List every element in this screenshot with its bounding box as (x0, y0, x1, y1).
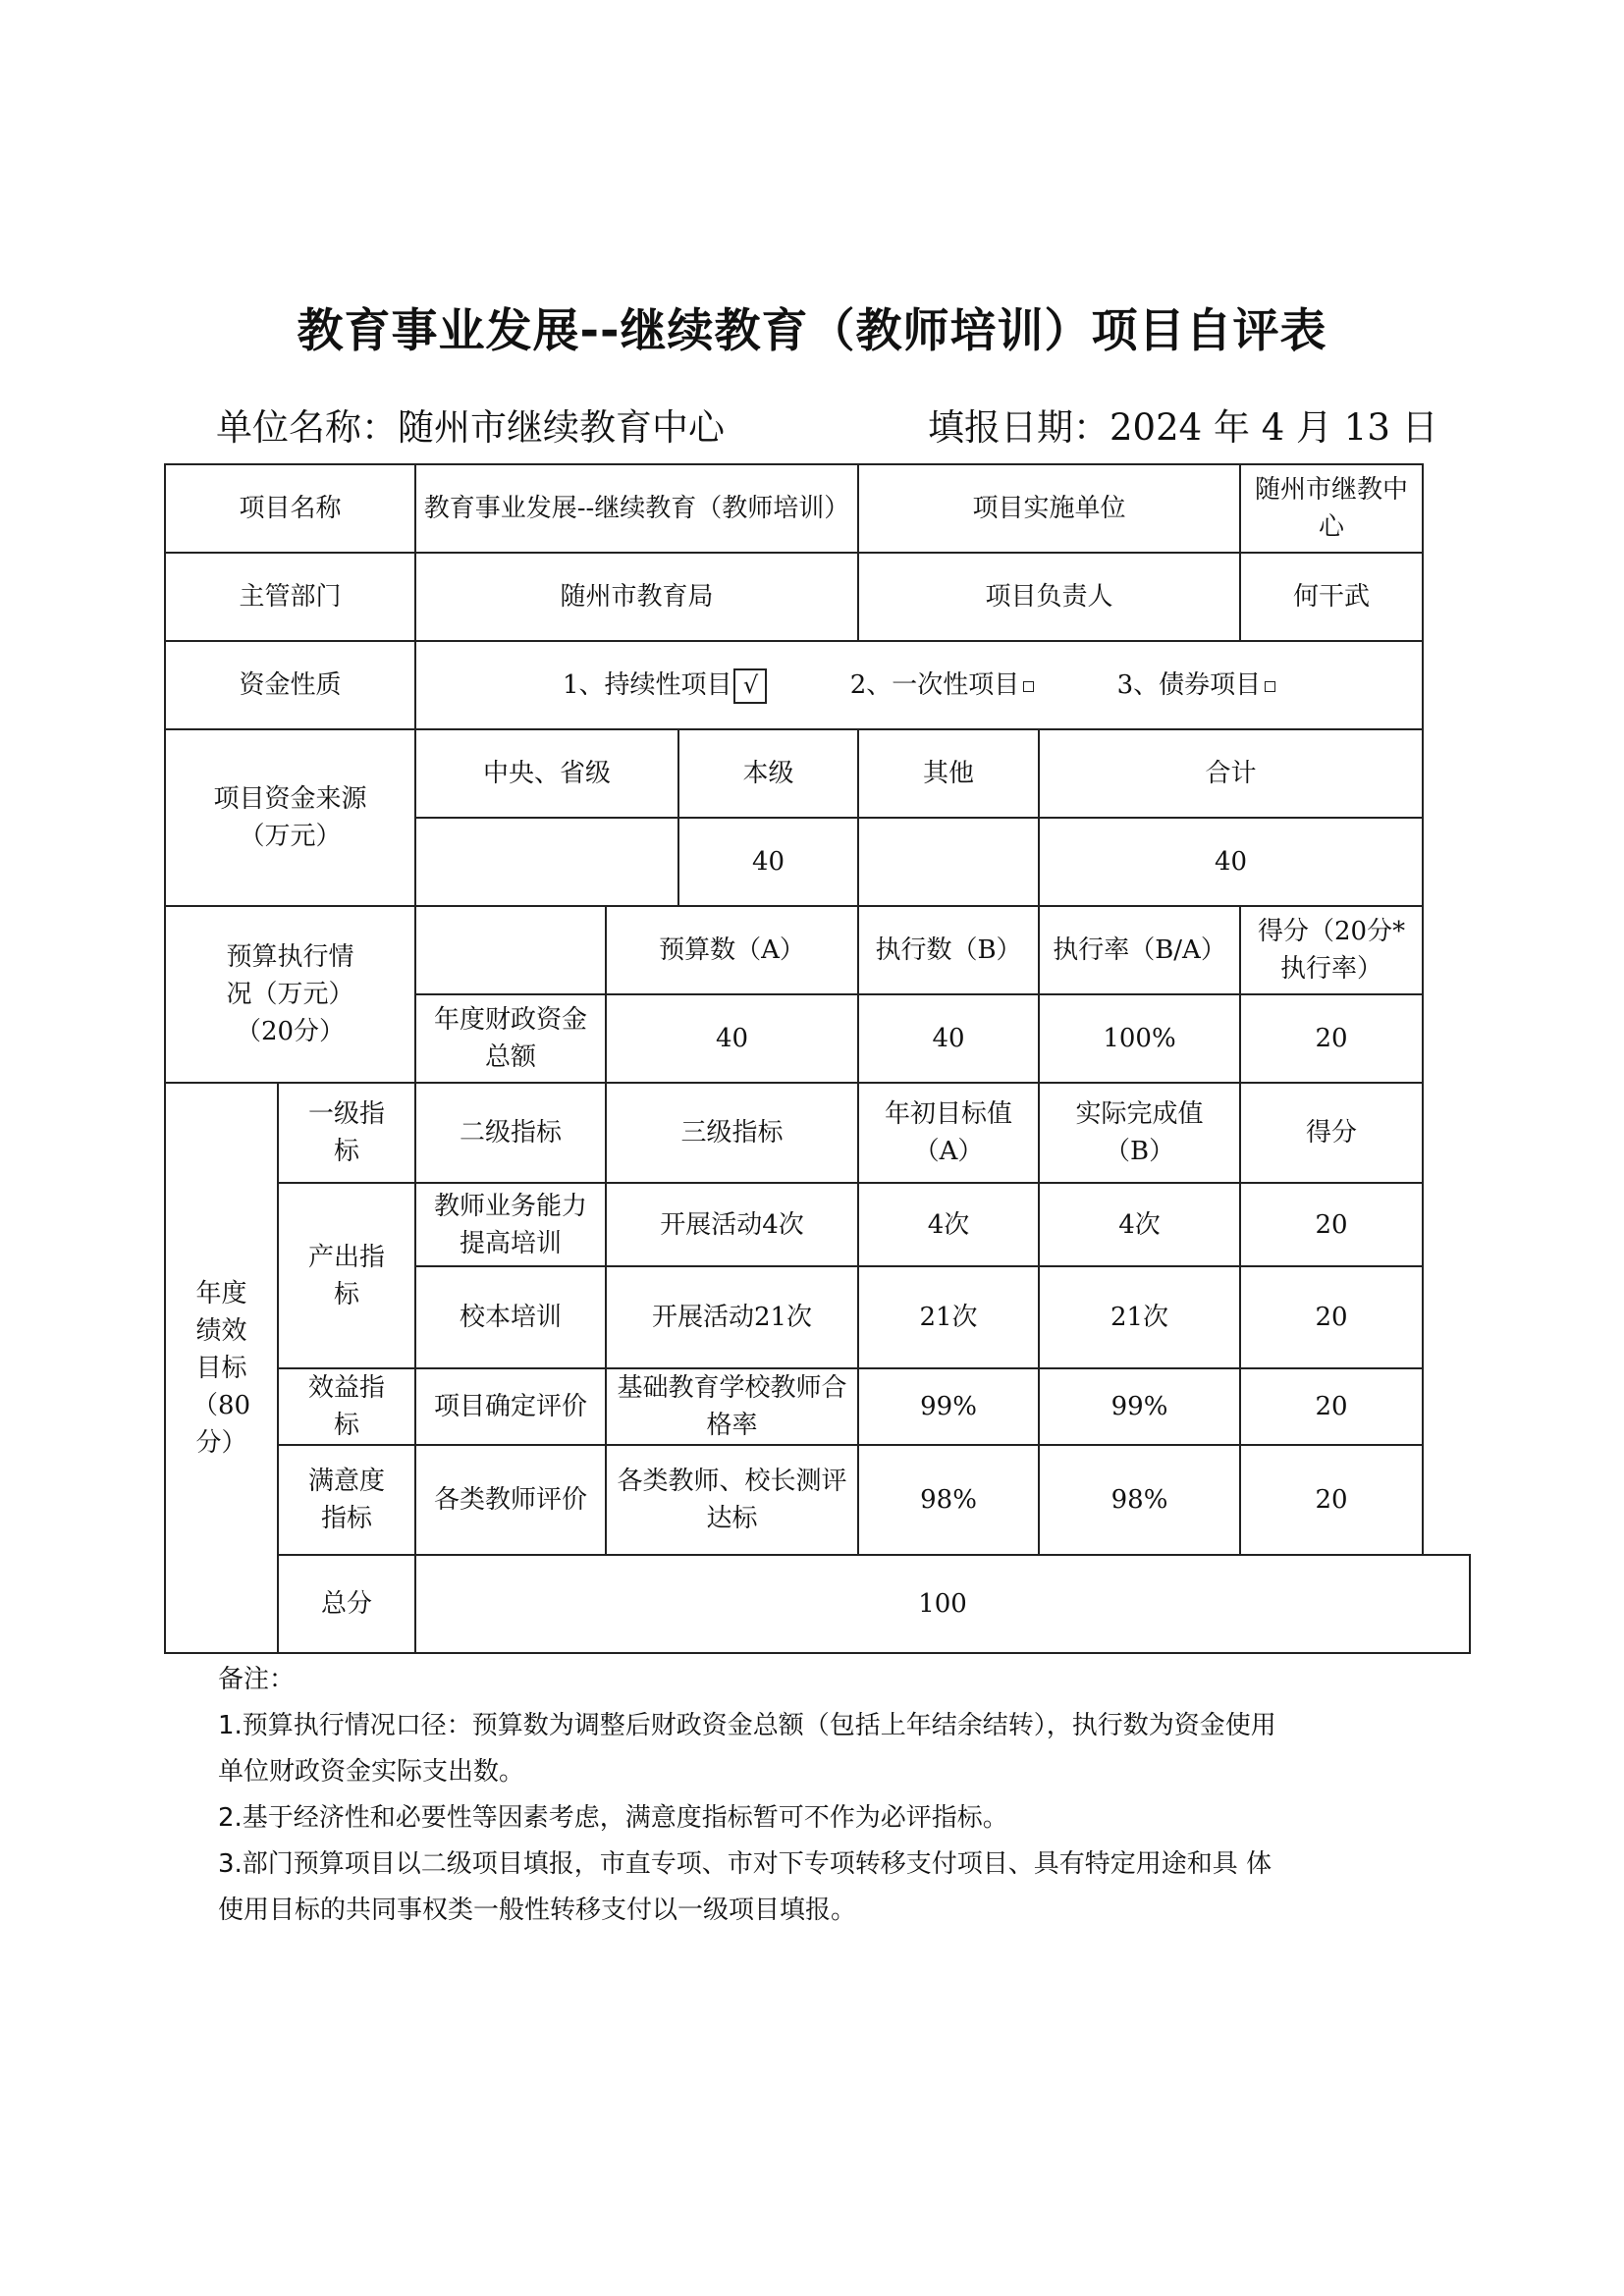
satisfaction-row-actual: 98% (1039, 1445, 1240, 1555)
source-header-central: 中央、省级 (415, 729, 678, 818)
leader-label: 项目负责人 (858, 553, 1240, 641)
fund-option-continuous (563, 667, 768, 704)
fund-nature-label: 资金性质 (165, 641, 415, 729)
budget-row-label: 年度财政资金总额 (415, 994, 606, 1083)
date-month: 4 (1261, 406, 1285, 449)
benefit-row-level3: 基础教育学校教师合格率 (606, 1368, 858, 1445)
benefit-row-actual: 99% (1039, 1368, 1240, 1445)
source-value-local: 40 (678, 818, 858, 906)
unit-name-label: 单位名称： (216, 406, 398, 449)
benefit-row-target: 99% (858, 1368, 1039, 1445)
fund-option-continuous-label: 1、持续性项目 (562, 670, 732, 700)
budget-value-budget: 40 (606, 994, 858, 1083)
source-header-other: 其他 (858, 729, 1039, 818)
note-line: 1.预算执行情况口径：预算数为调整后财政资金总额（包括上年结余结转），执行数为资金使用 (218, 1711, 1276, 1740)
source-value-total: 40 (1039, 818, 1423, 906)
empty-box-icon (1265, 681, 1275, 692)
benefit-row-score: 20 (1240, 1368, 1423, 1445)
perf-header-level3: 三级指标 (606, 1083, 858, 1183)
output-row-1-target: 4次 (858, 1183, 1039, 1266)
output-row-2-actual: 21次 (1039, 1266, 1240, 1368)
project-name-label: 项目名称 (165, 464, 415, 553)
date-day: 13 (1343, 406, 1390, 449)
perf-header-actual: 实际完成值（B） (1039, 1083, 1240, 1183)
budget-header-blank (415, 906, 606, 994)
benefit-row-level2: 项目确定评价 (415, 1368, 606, 1445)
fund-option-one-time (850, 667, 1035, 704)
output-row-1-level2: 教师业务能力提高培训 (415, 1183, 606, 1266)
budget-value-score: 20 (1240, 994, 1423, 1083)
source-value-other (858, 818, 1039, 906)
checked-box-icon: √ (733, 668, 767, 704)
dept-label: 主管部门 (165, 553, 415, 641)
budget-header-executed: 执行数（B） (858, 906, 1039, 994)
output-row-2-score: 20 (1240, 1266, 1423, 1368)
fund-option-one-time-label: 2、一次性项目 (849, 670, 1020, 700)
total-score-label: 总分 (278, 1555, 415, 1653)
project-name-value: 教育事业发展--继续教育（教师培训） (415, 464, 858, 553)
note-line: 单位财政资金实际支出数。 (218, 1757, 525, 1787)
output-indicator-label: 产出指标 (278, 1183, 415, 1368)
total-score-value: 100 (415, 1555, 1470, 1653)
self-evaluation-table (164, 463, 1471, 1654)
leader-value: 何干武 (1240, 553, 1423, 641)
perf-header-level1: 一级指标 (278, 1083, 415, 1183)
satisfaction-row-target: 98% (858, 1445, 1039, 1555)
output-row-2-target: 21次 (858, 1266, 1039, 1368)
source-header-local: 本级 (678, 729, 858, 818)
fund-source-label: 项目资金来源（万元） (165, 729, 415, 906)
perf-header-target: 年初目标值（A） (858, 1083, 1039, 1183)
date-day-unit: 日 (1401, 406, 1438, 449)
empty-box-icon (1023, 681, 1034, 692)
source-header-total: 合计 (1039, 729, 1423, 818)
budget-header-budget: 预算数（A） (606, 906, 858, 994)
note-line: 3.部门预算项目以二级项目填报，市直专项、市对下专项转移支付项目、具有特定用途和具 体 (218, 1849, 1272, 1879)
note-line: 使用目标的共同事权类一般性转移支付以一级项目填报。 (218, 1896, 857, 1925)
satisfaction-row-level2: 各类教师评价 (415, 1445, 606, 1555)
fund-option-bond (1117, 667, 1276, 704)
fill-date-label: 填报日期： (928, 406, 1110, 449)
form-title: 教育事业发展--继续教育（教师培训）项目自评表 (297, 304, 1327, 358)
notes-heading: 备注： (218, 1665, 296, 1694)
unit-name-line (216, 398, 725, 451)
note-line: 2.基于经济性和必要性等因素考虑，满意度指标暂可不作为必评指标。 (218, 1803, 1008, 1833)
fund-nature-options (415, 641, 1423, 729)
dept-value: 随州市教育局 (415, 553, 858, 641)
source-value-central (415, 818, 678, 906)
budget-execution-label: 预算执行情况（万元）（20分） (165, 906, 415, 1083)
performance-goal-label: 年度绩效目标（80分） (165, 1083, 278, 1653)
impl-unit-value: 随州市继教中心 (1240, 464, 1423, 553)
budget-value-executed: 40 (858, 994, 1039, 1083)
output-row-2-level2: 校本培训 (415, 1266, 606, 1368)
benefit-indicator-label: 效益指标 (278, 1368, 415, 1445)
budget-value-rate: 100% (1039, 994, 1240, 1083)
output-row-1-actual: 4次 (1039, 1183, 1240, 1266)
satisfaction-row-level3: 各类教师、校长测评达标 (606, 1445, 858, 1555)
perf-header-level2: 二级指标 (415, 1083, 606, 1183)
satisfaction-indicator-label: 满意度指标 (278, 1445, 415, 1555)
impl-unit-label: 项目实施单位 (858, 464, 1240, 553)
unit-name-value: 随州市继续教育中心 (398, 406, 725, 449)
satisfaction-row-score: 20 (1240, 1445, 1423, 1555)
budget-header-rate: 执行率（B/A） (1039, 906, 1240, 994)
budget-header-score: 得分（20分*执行率） (1240, 906, 1423, 994)
fund-option-bond-label: 3、债券项目 (1116, 670, 1262, 700)
output-row-1-level3: 开展活动4次 (606, 1183, 858, 1266)
date-year-unit: 年 (1213, 406, 1250, 449)
date-year: 2024 (1110, 406, 1203, 449)
output-row-1-score: 20 (1240, 1183, 1423, 1266)
notes-section (218, 1657, 1435, 1934)
date-month-unit: 月 (1296, 406, 1333, 449)
output-row-2-level3: 开展活动21次 (606, 1266, 858, 1368)
fill-date-line (928, 398, 1438, 451)
perf-header-score: 得分 (1240, 1083, 1423, 1183)
